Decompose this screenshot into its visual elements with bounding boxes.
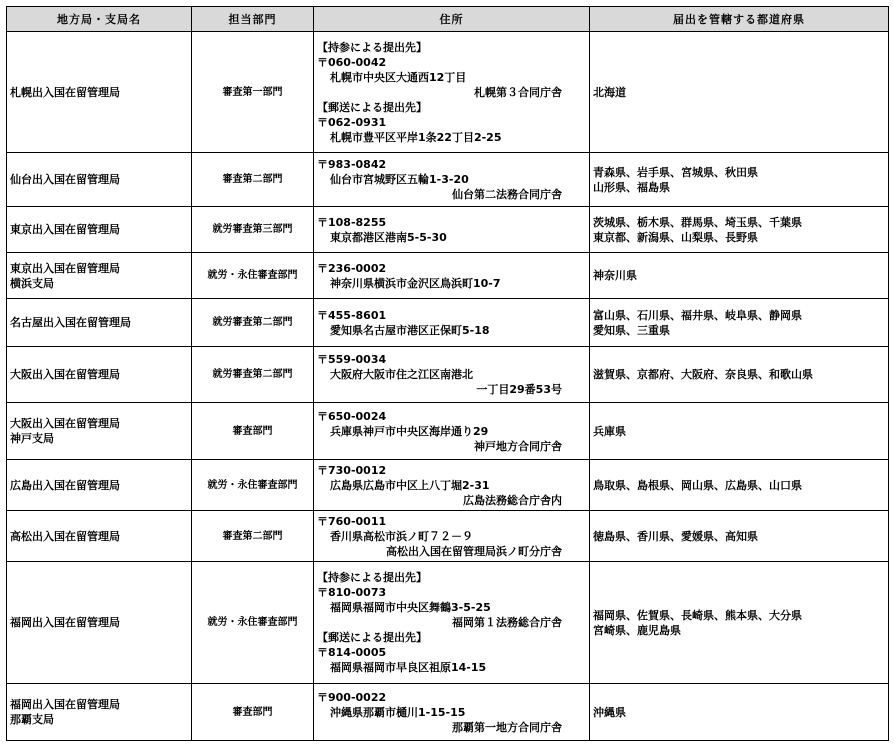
address-line: 〒455-8601	[317, 308, 387, 322]
department-cell: 就労審査第三部門	[192, 207, 314, 253]
address-line: 【持参による提出先】	[317, 571, 427, 584]
address-line: 〒060-0042	[317, 55, 387, 69]
office-name-cell	[7, 403, 192, 460]
prefectures-cell	[590, 347, 889, 403]
address-line: 香川県高松市浜ノ町７２－９	[330, 529, 473, 543]
prefectures-cell	[590, 299, 889, 347]
table-row	[7, 460, 889, 511]
address-line: 〒814-0005	[317, 646, 387, 659]
address-cell	[314, 684, 590, 741]
address-line: 福岡第１法務総合庁舎	[452, 616, 562, 629]
office-name-line: 福岡出入国在留管理局	[10, 616, 120, 629]
department-cell: 審査部門	[192, 403, 314, 460]
address-line: 東京都港区港南5-5-30	[330, 230, 447, 244]
office-name-cell	[7, 684, 192, 741]
prefectures-cell	[590, 153, 889, 207]
address-line: 札幌市中央区大通西12丁目	[330, 70, 467, 84]
office-name-line: 札幌出入国在留管理局	[10, 85, 120, 99]
table-row	[7, 347, 889, 403]
table-row	[7, 684, 889, 741]
table-row	[7, 511, 889, 562]
prefectures-line: 北海道	[593, 85, 626, 99]
prefectures-line: 神奈川県	[593, 269, 637, 282]
address-cell	[314, 32, 590, 153]
department-cell: 審査第一部門	[192, 32, 314, 153]
address-cell	[314, 253, 590, 299]
address-line: 〒900-0022	[317, 690, 387, 704]
office-name-line: 大阪出入国在留管理局	[10, 417, 120, 430]
address-cell	[314, 299, 590, 347]
address-line: 〒810-0073	[317, 586, 387, 599]
office-name-line: 仙台出入国在留管理局	[10, 173, 120, 186]
table-row	[7, 562, 889, 684]
prefectures-line: 沖縄県	[593, 705, 626, 719]
address-line: 札幌市豊平区平岸1条22丁目2-25	[330, 130, 502, 144]
address-line: 兵庫県神戸市中央区海岸通り29	[330, 424, 489, 438]
address-cell	[314, 153, 590, 207]
prefectures-cell	[590, 207, 889, 253]
header-prefectures: 届出を管轄する都道府県	[590, 7, 889, 32]
prefectures-line: 宮崎県、鹿児島県	[593, 623, 681, 637]
address-line: 大阪府大阪市住之江区南港北	[330, 368, 473, 381]
address-line: 〒236-0002	[317, 261, 387, 275]
office-name-line: 神戸支局	[10, 432, 54, 445]
department-cell: 就労・永住審査部門	[192, 562, 314, 684]
department-cell: 就労・永住審査部門	[192, 253, 314, 299]
address-line: 札幌第３合同庁舎	[474, 85, 562, 99]
office-name-line: 那覇支局	[10, 713, 54, 726]
office-name-cell	[7, 347, 192, 403]
address-line: 神奈川県横浜市金沢区鳥浜町10-7	[330, 276, 501, 290]
prefectures-cell	[590, 684, 889, 741]
office-name-line: 東京出入国在留管理局	[10, 261, 120, 275]
header-address: 住所	[314, 7, 590, 32]
office-name-cell	[7, 460, 192, 511]
header-department: 担当部門	[192, 7, 314, 32]
office-name-cell	[7, 207, 192, 253]
office-name-cell	[7, 299, 192, 347]
address-line: 高松出入国在留管理局浜ノ町分庁舎	[386, 544, 562, 558]
address-line: 沖縄県那覇市樋川1-15-15	[330, 705, 466, 719]
address-line: 〒730-0012	[317, 463, 387, 477]
address-line: 【持参による提出先】	[317, 40, 427, 54]
prefectures-line: 山形県、福島県	[593, 180, 670, 194]
prefectures-cell	[590, 32, 889, 153]
prefectures-line: 滋賀県、京都府、大阪府、奈良県、和歌山県	[593, 368, 813, 381]
office-name-cell	[7, 562, 192, 684]
prefectures-line: 福岡県、佐賀県、長崎県、熊本県、大分県	[593, 608, 802, 622]
department-cell: 審査部門	[192, 684, 314, 741]
office-name-line: 東京出入国在留管理局	[10, 223, 120, 236]
prefectures-cell	[590, 460, 889, 511]
prefectures-line: 茨城県、栃木県、群馬県、埼玉県、千葉県	[593, 215, 802, 229]
prefectures-line: 東京都、新潟県、山梨県、長野県	[593, 230, 758, 244]
address-line: 福岡県福岡市中央区舞鶴3-5-25	[330, 601, 491, 614]
office-name-line: 福岡出入国在留管理局	[10, 698, 120, 711]
office-name-line: 高松出入国在留管理局	[10, 529, 120, 543]
address-line: 広島県広島市中区上八丁堀2-31	[330, 478, 490, 492]
office-name-cell	[7, 253, 192, 299]
address-line: 〒062-0931	[317, 115, 387, 129]
department-cell: 審査第二部門	[192, 153, 314, 207]
address-line: 神戸地方合同庁舎	[474, 439, 562, 453]
department-cell: 就労審査第二部門	[192, 347, 314, 403]
address-line: 仙台市宮城野区五輪1-3-20	[330, 173, 469, 186]
office-name-cell	[7, 153, 192, 207]
office-name-line: 横浜支局	[10, 276, 54, 290]
address-cell	[314, 347, 590, 403]
prefectures-line: 兵庫県	[593, 424, 626, 438]
address-cell	[314, 207, 590, 253]
address-line: 〒108-8255	[317, 215, 387, 229]
address-cell	[314, 460, 590, 511]
table-row	[7, 153, 889, 207]
address-line: 仙台第二法務合同庁舎	[452, 188, 562, 201]
department-cell: 就労・永住審査部門	[192, 460, 314, 511]
office-name-line: 広島出入国在留管理局	[10, 478, 120, 492]
prefectures-line: 愛知県、三重県	[593, 323, 670, 337]
address-line: 福岡県福岡市早良区祖原14-15	[330, 661, 487, 674]
prefectures-line: 富山県、石川県、福井県、岐阜県、静岡県	[593, 308, 802, 322]
department-cell: 就労審査第二部門	[192, 299, 314, 347]
prefectures-line: 徳島県、香川県、愛媛県、高知県	[593, 529, 758, 543]
department-cell: 審査第二部門	[192, 511, 314, 562]
address-line: 一丁目29番53号	[476, 383, 562, 396]
office-name-line: 名古屋出入国在留管理局	[10, 316, 131, 329]
address-line: 広島法務総合庁舎内	[463, 493, 562, 507]
prefectures-cell	[590, 511, 889, 562]
prefectures-line: 青森県、岩手県、宮城県、秋田県	[593, 165, 758, 179]
prefectures-line: 鳥取県、島根県、岡山県、広島県、山口県	[593, 478, 802, 492]
prefectures-cell	[590, 253, 889, 299]
table-row	[7, 207, 889, 253]
table-row	[7, 403, 889, 460]
address-line: 【郵送による提出先】	[317, 100, 427, 114]
address-line: 〒983-0842	[317, 158, 387, 171]
address-line: 【郵送による提出先】	[317, 631, 427, 644]
address-line: 〒760-0011	[317, 514, 387, 528]
address-line: 愛知県名古屋市港区正保町5-18	[330, 323, 490, 337]
header-office: 地方局・支局名	[7, 7, 192, 32]
jurisdiction-table	[6, 6, 889, 741]
office-name-cell	[7, 32, 192, 153]
address-line: 那覇第一地方合同庁舎	[452, 720, 562, 734]
address-line: 〒559-0034	[317, 353, 387, 366]
prefectures-cell	[590, 403, 889, 460]
table-row	[7, 299, 889, 347]
table-row	[7, 32, 889, 153]
address-line: 〒650-0024	[317, 409, 387, 423]
address-cell	[314, 511, 590, 562]
address-cell	[314, 403, 590, 460]
address-cell	[314, 562, 590, 684]
table-body	[7, 32, 889, 741]
office-name-cell	[7, 511, 192, 562]
header-row	[7, 7, 889, 32]
prefectures-cell	[590, 562, 889, 684]
table-row	[7, 253, 889, 299]
office-name-line: 大阪出入国在留管理局	[10, 368, 120, 381]
